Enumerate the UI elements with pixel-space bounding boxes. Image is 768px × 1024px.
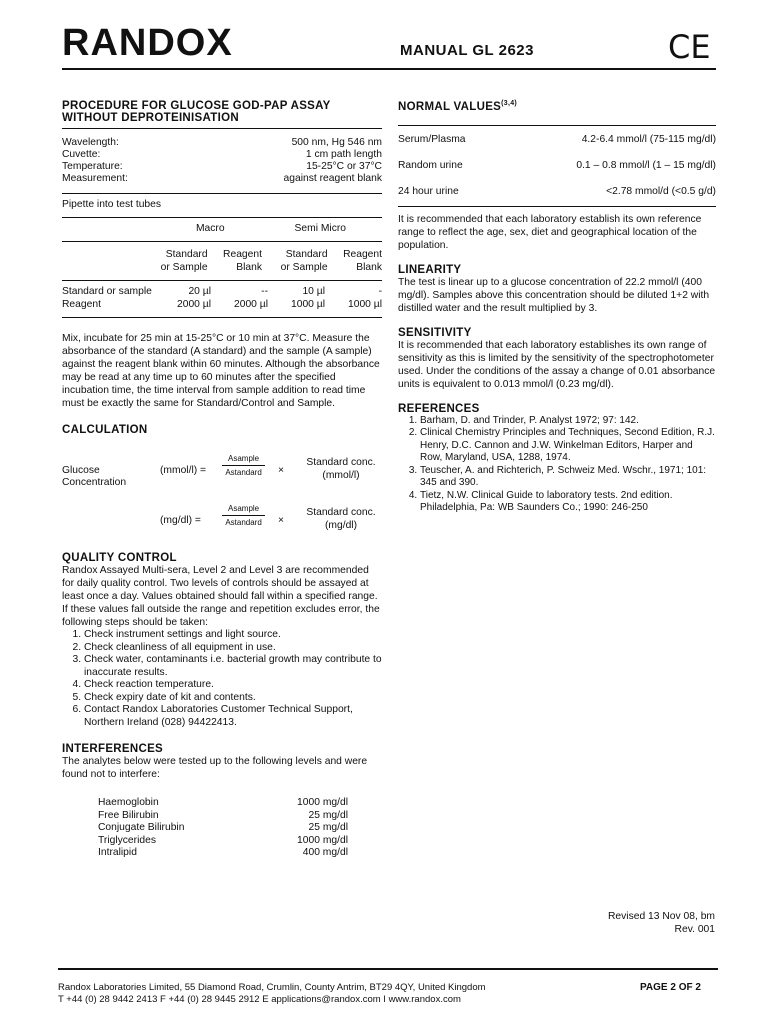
qc-title: QUALITY CONTROL bbox=[62, 552, 177, 564]
param-row: Cuvette: 1 cm path length bbox=[62, 149, 382, 160]
interferences-list: Haemoglobin 1000 mg/dl Free Bilirubin 25 mg/dl Conjugate Bilirubin 25 mg/dl Triglycerides 1000 mg/dl Intralipid 400 mg/dl bbox=[98, 797, 348, 858]
divider bbox=[62, 280, 382, 281]
qc-text: Randox Assayed Multi-sera, Level 2 and Level 3 are recommended for daily quality control. Two levels of controls should be assayed at least once a day. Values obtained should fall within a specified range. If these values fall outside the range and repetition excludes error, the following steps should be taken: bbox=[62, 565, 380, 628]
pipette-table-header: Standard Reagent Standard Reagent or Sample Blank or Sample Blank bbox=[160, 249, 382, 273]
list-item: 5. Check expiry date of kit and contents. bbox=[84, 692, 382, 705]
times-sign: × bbox=[278, 465, 285, 476]
divider bbox=[62, 241, 382, 242]
concentration-label: Concentration bbox=[62, 477, 127, 488]
calculation-title: CALCULATION bbox=[62, 424, 148, 436]
unit-mmol: (mmol/l) = bbox=[160, 465, 207, 476]
divider bbox=[62, 217, 382, 218]
manual-number: MANUAL GL 2623 bbox=[400, 42, 534, 59]
linearity-title: LINEARITY bbox=[398, 263, 462, 276]
table-row: Reagent 2000 µl 2000 µl 1000 µl 1000 µl bbox=[62, 299, 382, 310]
sensitivity-title: SENSITIVITY bbox=[398, 326, 472, 339]
list-item: 2. Check cleanliness of all equipment in use. bbox=[84, 642, 382, 655]
divider bbox=[62, 193, 382, 194]
interferences-text: The analytes below were tested up to the following levels and were found not to interfere: bbox=[62, 756, 368, 780]
list-item: 6. Contact Randox Laboratories Customer Technical Support, Northern Ireland (028) 94422413. bbox=[84, 704, 382, 729]
interferences-title: INTERFERENCES bbox=[62, 743, 164, 755]
fraction: Asample Astandard bbox=[222, 504, 265, 527]
normal-values-title: NORMAL VALUES$^{(3,4)}$ bbox=[398, 100, 518, 113]
list-item: 1. Barham, D. and Trinder, P. Analyst 1972; 97: 142. bbox=[420, 415, 716, 428]
ce-mark: CE bbox=[668, 28, 711, 66]
divider bbox=[398, 206, 716, 207]
linearity-text: The test is linear up to a glucose concentration of 22.2 mmol/l (400 mg/dl). Samples above this concentration should be diluted 1+2 with distilled water and the result multiplied by 3. bbox=[398, 276, 710, 314]
list-item: 3. Teuscher, A. and Richterich, P. Schweiz Med. Wschr., 1971; 101: 345 and 390. bbox=[420, 465, 716, 490]
procedure-title-2: WITHOUT DEPROTEINISATION bbox=[62, 112, 239, 124]
divider bbox=[62, 128, 382, 129]
std-conc-mmol: Standard conc. (mmol/l) bbox=[306, 457, 376, 481]
references-list bbox=[398, 415, 716, 515]
revision-info: Revised 13 Nov 08, bm Rev. 001 bbox=[607, 911, 715, 935]
param-row: Wavelength: 500 nm, Hg 546 nm bbox=[62, 137, 382, 148]
param-row: Temperature: 15-25°C or 37°C bbox=[62, 161, 382, 172]
header-rule bbox=[62, 68, 716, 70]
randox-logo: RANDOX bbox=[62, 22, 233, 64]
times-sign: × bbox=[278, 515, 285, 526]
right-column bbox=[398, 100, 716, 515]
unit-mgdl: (mg/dl) = bbox=[160, 515, 201, 526]
std-conc-mgdl: Standard conc. (mg/dl) bbox=[306, 507, 376, 531]
page-number: PAGE 2 OF 2 bbox=[640, 982, 701, 993]
list-item: 3. Check water, contaminants i.e. bacterial growth may contribute to inaccurate results. bbox=[84, 654, 382, 679]
normal-row: Random urine 0.1 – 0.8 mmol/l (1 – 15 mg/dl) bbox=[398, 159, 716, 171]
sensitivity-text: It is recommended that each laboratory establishes its own range of sensitivity as this is limited by the sensitivity of the spectrophotometer used. Under the conditions of the assay a change of 0.01 absorbance units is equivalent to 0.013 mmol/l (0.23 mg/dl). bbox=[398, 339, 716, 390]
mix-instructions: Mix, incubate for 25 min at 15-25°C or 10 min at 37°C. Measure the absorbance of the standard (A standard) and the sample (A sample) against the reagent blank within 60 minutes. Although the absorbance may be read at any time up to 60 minutes after the specified incubation time, the time interval from sample addition to read time must be exactly the same for Standard/Control and Sample. bbox=[62, 333, 380, 409]
pipette-table-body bbox=[62, 285, 382, 311]
table-row: Standard or sample 20 µl -- 10 µl - bbox=[62, 286, 382, 297]
list-item: 1. Check instrument settings and light source. bbox=[84, 629, 382, 642]
divider bbox=[62, 317, 382, 318]
normal-values-text: It is recommended that each laboratory establish its own reference range to reflect the age, sex, diet and geographical location of the population. bbox=[398, 213, 702, 251]
pipette-title: Pipette into test tubes bbox=[62, 199, 162, 210]
glucose-label: Glucose bbox=[62, 465, 100, 476]
normal-row: Serum/Plasma 4.2-6.4 mmol/l (75-115 mg/dl) bbox=[398, 133, 716, 145]
procedure-params bbox=[62, 137, 382, 185]
pipette-table: Macro Semi Micro bbox=[195, 223, 347, 234]
qc-steps bbox=[62, 629, 382, 729]
divider bbox=[398, 125, 716, 126]
footer-contact: T +44 (0) 28 9442 2413 F +44 (0) 28 9445 2912 E applications@randox.com I www.randox.com bbox=[58, 994, 461, 1005]
list-item: 4. Tietz, N.W. Clinical Guide to laboratory tests. 2nd edition. Philadelphia, Pa: WB Saunders Co.; 1990: 246-250 bbox=[420, 490, 716, 515]
footer-rule bbox=[58, 968, 718, 970]
fraction: Asample Astandard bbox=[222, 454, 265, 477]
normal-row: 24 hour urine <2.78 mmol/d (<0.5 g/d) bbox=[398, 185, 716, 197]
list-item: 2. Clinical Chemistry Principles and Techniques, Second Edition, R.J. Henry, D.C. Cannon and J.W. Winkelman Editors, Harper and Row, Maryland, USA, 1288, 1974. bbox=[420, 427, 716, 465]
list-item: 4. Check reaction temperature. bbox=[84, 679, 382, 692]
procedure-title-1: PROCEDURE FOR GLUCOSE GOD-PAP ASSAY bbox=[62, 100, 331, 112]
left-column bbox=[62, 100, 382, 860]
footer-address: Randox Laboratories Limited, 55 Diamond Road, Crumlin, County Antrim, BT29 4QY, United Kingdom bbox=[58, 982, 486, 993]
param-row: Measurement: against reagent blank bbox=[62, 173, 382, 184]
calculation-formula bbox=[62, 444, 382, 544]
references-title: REFERENCES bbox=[398, 402, 480, 415]
